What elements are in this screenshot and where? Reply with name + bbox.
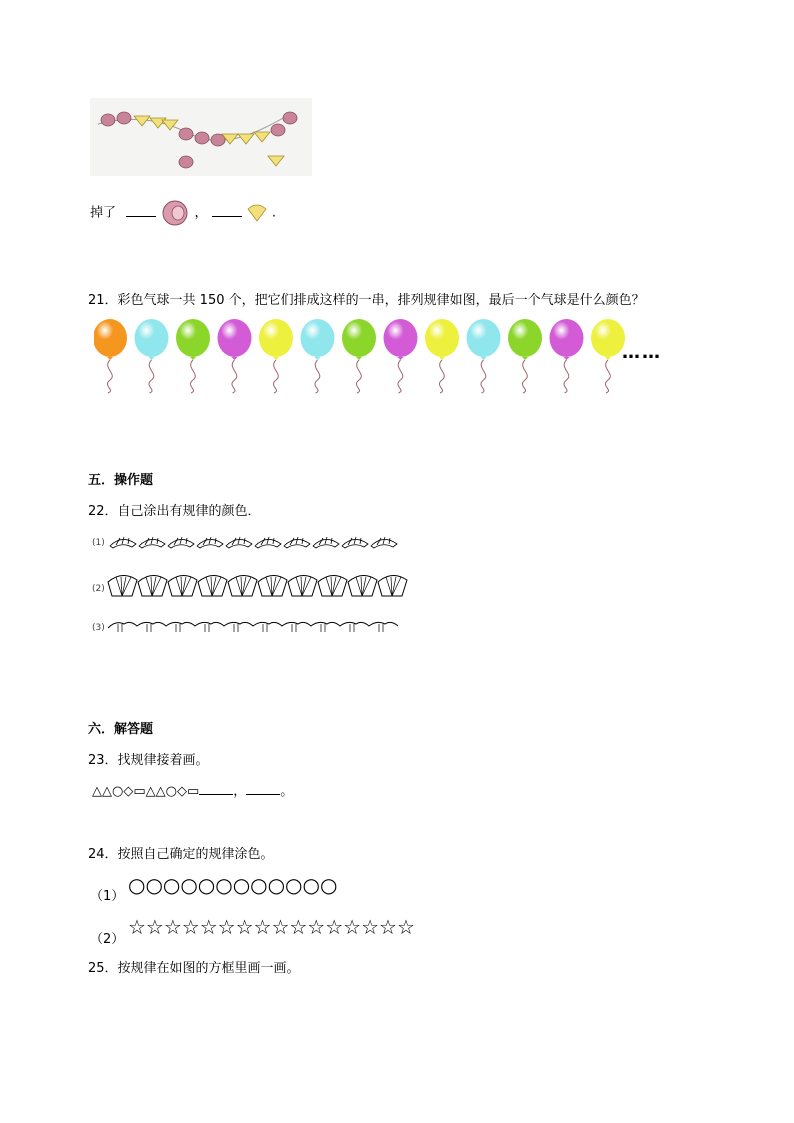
balloon-row — [94, 318, 694, 394]
row1-shape[interactable] — [342, 537, 368, 548]
q24-row1-label: （1） — [90, 889, 125, 904]
q23-blank-2[interactable] — [246, 782, 280, 795]
row3-tick — [205, 624, 209, 632]
scallop-count-blank[interactable] — [212, 204, 242, 217]
question-23-text: 23．找规律接着画。 — [88, 753, 209, 768]
conch-count-blank[interactable] — [126, 204, 156, 217]
scallop-shell-icon — [246, 203, 268, 223]
q23-pattern-line — [92, 780, 293, 799]
row2-shell[interactable] — [318, 575, 347, 596]
question-25-text: 25．按规律在如图的方框里画一画。 — [88, 961, 300, 976]
balloon-yellow — [425, 319, 459, 393]
q22-row1-label: (1) — [92, 538, 105, 548]
row1-shape[interactable] — [139, 537, 165, 548]
row2-shell[interactable] — [228, 575, 257, 596]
balloon-green — [508, 319, 542, 393]
q22-row3-label: (3) — [92, 623, 105, 633]
balloon-cyan — [467, 319, 501, 393]
row3-tick — [234, 624, 238, 632]
q22-row2-shapes[interactable] — [106, 572, 410, 598]
row1-shape[interactable] — [197, 537, 223, 548]
row3-tick — [292, 624, 296, 632]
balloon-cyan — [301, 319, 335, 393]
row2-shell[interactable] — [168, 575, 197, 596]
q23-separator: ， — [233, 784, 247, 799]
answer-end: . — [271, 205, 277, 221]
balloon-green — [342, 319, 376, 393]
dropped-label: 掉了 — [90, 205, 117, 221]
q22-row1-shapes[interactable] — [108, 534, 408, 550]
row3-tick — [263, 624, 267, 632]
row2-shell[interactable] — [288, 575, 317, 596]
question-22-text: 22．自己涂出有规律的颜色． — [88, 504, 261, 519]
q24-circles[interactable]: ○○○○○○○○○○○○ — [128, 873, 338, 897]
q23-blank-1[interactable] — [199, 782, 233, 795]
row1-shape[interactable] — [284, 537, 310, 548]
balloon-magenta — [550, 319, 584, 393]
row2-shell[interactable] — [258, 575, 287, 596]
q24-row2-label: （2） — [90, 932, 125, 947]
row1-shape[interactable] — [168, 537, 194, 548]
row3-tick — [350, 624, 354, 632]
balloon-ellipsis: …… — [622, 342, 662, 363]
balloon-orange — [94, 319, 127, 393]
q22-row3-shapes[interactable] — [108, 618, 408, 636]
section-5-title: 五．操作题 — [88, 473, 154, 488]
row2-shell[interactable] — [198, 575, 227, 596]
row2-shell[interactable] — [108, 575, 137, 596]
question-21-text: 21．彩色气球一共 150 个，把它们排成这样的一串，排列规律如图，最后一个气球是什么颜色？ — [88, 293, 645, 308]
row2-shell[interactable] — [348, 575, 377, 596]
row2-shell[interactable] — [138, 575, 167, 596]
row2-shell[interactable] — [378, 575, 407, 596]
row3-wave[interactable] — [108, 622, 398, 628]
balloon-magenta — [218, 319, 252, 393]
q20-answer-line — [90, 198, 276, 224]
conch-shell-icon — [160, 198, 190, 228]
necklace-figure — [90, 98, 312, 176]
balloon-green — [176, 319, 210, 393]
balloon-magenta — [384, 319, 418, 393]
row3-tick — [147, 624, 151, 632]
row3-tick — [176, 624, 180, 632]
q22-row2-label: (2) — [92, 584, 105, 594]
question-24-text: 24．按照自己确定的规律涂色。 — [88, 847, 274, 862]
row1-shape[interactable] — [313, 537, 339, 548]
q23-end: 。 — [280, 784, 294, 799]
balloon-cyan — [135, 319, 169, 393]
row3-tick — [379, 624, 383, 632]
row1-shape[interactable] — [371, 537, 397, 548]
row1-shape[interactable] — [110, 537, 136, 548]
row1-shape[interactable] — [255, 537, 281, 548]
row3-tick — [321, 624, 325, 632]
balloon-yellow — [591, 319, 625, 393]
row1-shape[interactable] — [226, 537, 252, 548]
q24-stars[interactable]: ☆☆☆☆☆☆☆☆☆☆☆☆☆☆☆☆ — [128, 915, 415, 939]
section-6-title: 六．解答题 — [88, 722, 154, 737]
shape-pattern: △△○◇▭△△○◇▭ — [92, 784, 200, 799]
answer-separator: ， — [194, 205, 208, 221]
balloon-yellow — [259, 319, 293, 393]
row3-tick — [118, 624, 122, 632]
